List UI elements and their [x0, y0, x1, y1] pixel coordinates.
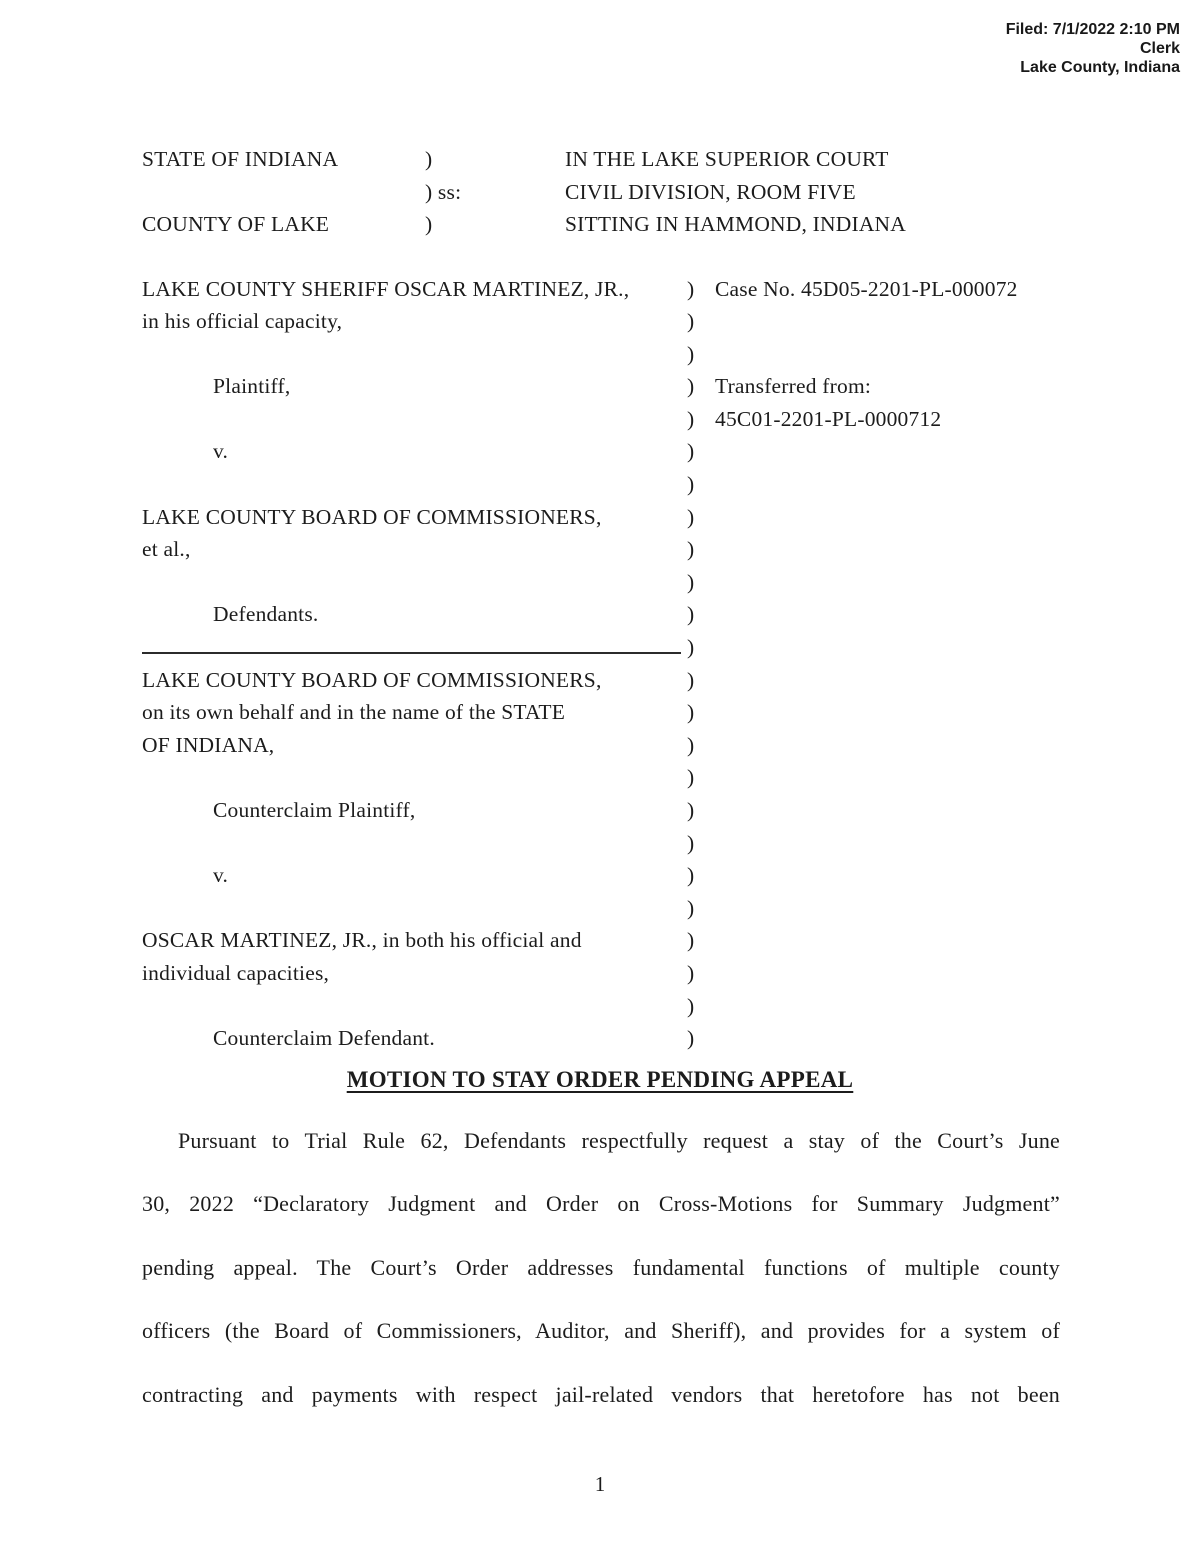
caption-paren: ) [687, 602, 695, 627]
caption-right-cell [715, 924, 1200, 957]
caption-right-cell [715, 1022, 1200, 1055]
caption-paren: ) [687, 700, 695, 725]
caption-right-cell [715, 794, 1200, 827]
caption-left-cell: v. [213, 863, 229, 888]
caption-right-cell [715, 859, 1200, 892]
caption-paren: ) [687, 928, 695, 953]
caption-left-cell: et al., [142, 537, 191, 562]
venue-right-cell: SITTING IN HAMMOND, INDIANA [565, 212, 907, 236]
caption-paren: ) [687, 406, 695, 431]
caption-right-cell [715, 305, 1200, 338]
caption-left-cell [142, 403, 687, 436]
caption-left-cell: LAKE COUNTY BOARD OF COMMISSIONERS, [142, 504, 602, 529]
filing-stamp-clerk: Clerk [1139, 40, 1180, 57]
venue-mid-cell: ) ss: [425, 179, 462, 204]
caption-left-cell: LAKE COUNTY SHERIFF OSCAR MARTINEZ, JR., [142, 276, 630, 301]
document-title: MOTION TO STAY ORDER PENDING APPEAL [346, 1066, 854, 1092]
caption-right-cell: Transferred from: [715, 374, 872, 399]
body-line: 30, 2022 “Declaratory Judgment and Order on Cross-Motions for Summary Judgment” [142, 1191, 1060, 1217]
venue-block [142, 143, 1200, 241]
caption-paren: ) [687, 863, 695, 888]
caption-right-cell [715, 827, 1200, 860]
caption-paren: ) [687, 830, 695, 855]
caption-right-cell [715, 957, 1200, 990]
horizontal-rule [142, 631, 681, 654]
body-paragraph [142, 1109, 1060, 1427]
caption-right-cell [715, 566, 1200, 599]
caption-left-cell [142, 827, 687, 860]
caption-left-cell [142, 892, 687, 925]
caption-left-cell: Plaintiff, [213, 374, 291, 399]
caption-right-cell [715, 501, 1200, 534]
caption-left-cell: Defendants. [213, 602, 319, 627]
body-line: pending appeal. The Court’s Order addresses fundamental functions of multiple county [142, 1254, 1060, 1280]
venue-right-cell: IN THE LAKE SUPERIOR COURT [565, 147, 889, 171]
caption-divider-rule [142, 631, 687, 664]
caption-left-cell [142, 761, 687, 794]
caption-paren: ) [687, 667, 695, 692]
caption-paren: ) [687, 993, 695, 1018]
caption-paren: ) [687, 341, 695, 366]
venue-mid-cell: ) [425, 147, 433, 171]
caption-right-cell [715, 631, 1200, 664]
caption-right-cell [715, 892, 1200, 925]
caption-left-cell: LAKE COUNTY BOARD OF COMMISSIONERS, [142, 667, 602, 692]
caption-paren: ) [687, 765, 695, 790]
caption-right-cell [715, 338, 1200, 371]
filing-stamp-datetime: Filed: 7/1/2022 2:10 PM [1005, 21, 1180, 38]
caption-paren: ) [687, 569, 695, 594]
caption-left-cell: individual capacities, [142, 960, 330, 985]
caption-left-cell: OSCAR MARTINEZ, JR., in both his official and [142, 928, 582, 953]
caption-paren: ) [687, 732, 695, 757]
caption-left-cell: on its own behalf and in the name of the STATE [142, 700, 566, 725]
caption-right-cell [715, 990, 1200, 1023]
caption-right-cell: 45C01-2201-PL-0000712 [715, 406, 942, 431]
caption-paren: ) [687, 635, 695, 660]
caption-right-cell [715, 696, 1200, 729]
caption-paren: ) [687, 960, 695, 985]
caption-right-cell [715, 664, 1200, 697]
venue-left-cell: STATE OF INDIANA [142, 147, 339, 171]
caption-paren: ) [687, 439, 695, 464]
case-caption [142, 273, 1200, 1055]
caption-left-cell [142, 338, 687, 371]
caption-left-cell [142, 566, 687, 599]
caption-paren: ) [687, 309, 695, 334]
caption-paren: ) [687, 374, 695, 399]
caption-right-cell [715, 533, 1200, 566]
body-line: officers (the Board of Commissioners, Auditor, and Sheriff), and provides for a system of [142, 1318, 1060, 1344]
venue-mid-cell: ) [425, 212, 433, 236]
caption-left-cell: v. [213, 439, 229, 464]
caption-paren: ) [687, 537, 695, 562]
caption-paren: ) [687, 472, 695, 497]
page-number: 1 [594, 1472, 606, 1497]
caption-left-cell [142, 990, 687, 1023]
caption-paren: ) [687, 798, 695, 822]
venue-left-cell [142, 176, 425, 209]
caption-paren: ) [687, 276, 695, 301]
filing-stamp [1006, 20, 1180, 77]
caption-right-cell [715, 761, 1200, 794]
filing-stamp-county: Lake County, Indiana [1020, 59, 1180, 76]
caption-right-cell [715, 598, 1200, 631]
caption-left-cell: Counterclaim Plaintiff, [213, 798, 416, 822]
caption-left-cell: in his official capacity, [142, 309, 343, 334]
venue-right-cell: CIVIL DIVISION, ROOM FIVE [565, 179, 856, 204]
caption-right-cell [715, 435, 1200, 468]
caption-right-cell [715, 729, 1200, 762]
caption-left-cell [142, 468, 687, 501]
caption-left-cell: Counterclaim Defendant. [213, 1026, 435, 1051]
caption-paren: ) [687, 895, 695, 920]
caption-right-cell [715, 468, 1200, 501]
caption-paren: ) [687, 504, 695, 529]
caption-paren: ) [687, 1026, 695, 1051]
caption-right-cell: Case No. 45D05-2201-PL-000072 [715, 276, 1018, 301]
caption-left-cell: OF INDIANA, [142, 732, 275, 757]
venue-left-cell: COUNTY OF LAKE [142, 212, 330, 236]
body-line: contracting and payments with respect jail-related vendors that heretofore has not been [142, 1381, 1060, 1407]
body-line: Pursuant to Trial Rule 62, Defendants respectfully request a stay of the Court’s June [178, 1127, 1060, 1153]
